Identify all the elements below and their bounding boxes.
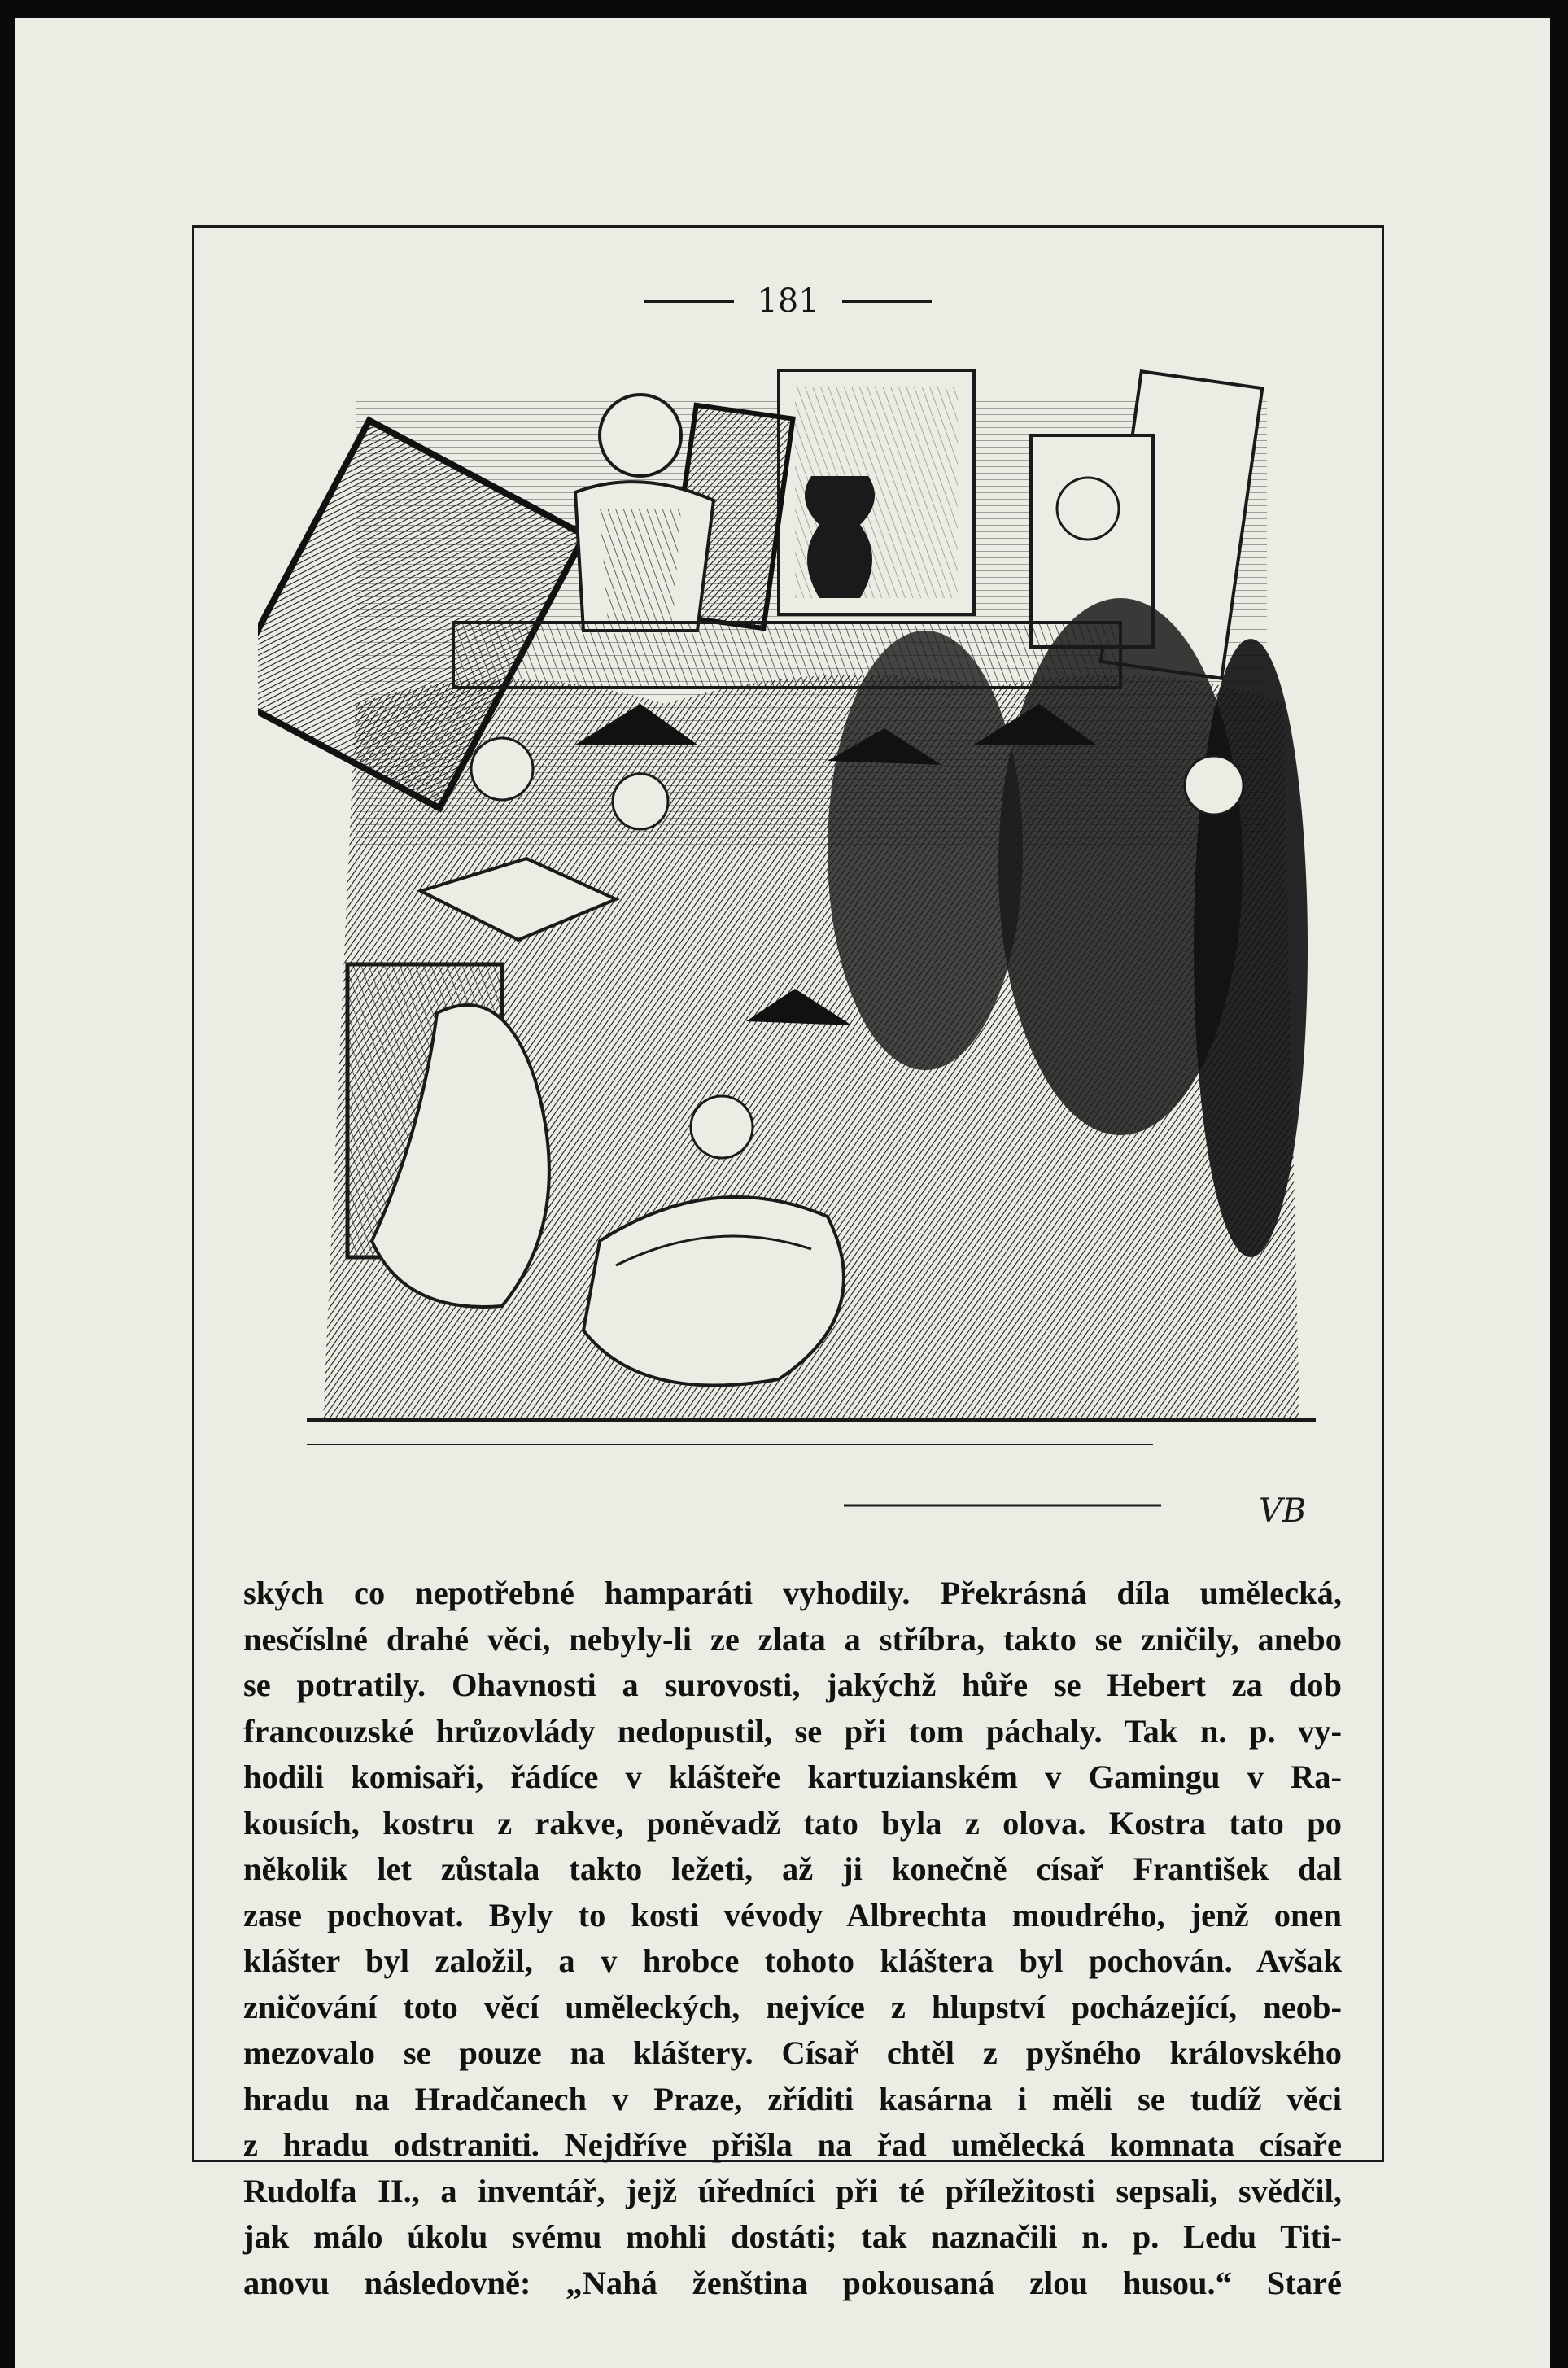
text-line: zničování toto věcí uměleckých, nejvíce z hlupství pocházející, neob- xyxy=(243,1988,1342,2025)
text-line: francouzské hrůzovlády nedopustil, se při tom páchaly. Tak n. p. vy- xyxy=(243,1712,1342,1750)
text-line: z hradu odstraniti. Nejdříve přišla na řad umělecká komnata císaře xyxy=(243,2126,1342,2163)
header-rule-right xyxy=(842,300,932,303)
text-line: několik let zůstala takto ležeti, až ji konečně císař František dal xyxy=(243,1850,1342,1887)
scan-border-right xyxy=(1550,0,1568,2368)
text-line: ských co nepotřebné hamparáti vyhodily. Překrásná díla umělecká, xyxy=(243,1575,1342,1611)
text-line: hradu na Hradčanech v Praze, zříditi kasárna i měli se tudíž věci xyxy=(243,2080,1342,2117)
body-text xyxy=(243,1571,1342,2306)
artist-monogram: VB xyxy=(1259,1492,1307,1530)
text-line: klášter byl založil, a v hrobce tohoto kláštera byl pochován. Avšak xyxy=(243,1942,1342,1979)
header-rule-left xyxy=(644,300,734,303)
scan-border-left xyxy=(0,0,15,2368)
text-line: anovu následovně: „Nahá ženština pokousaná zlou husou.“ Staré xyxy=(243,2264,1342,2301)
engraving-icon xyxy=(258,362,1317,1542)
page-frame xyxy=(192,225,1384,2301)
engraving-illustration xyxy=(258,362,1317,1542)
text-line: kousích, kostru z rakve, poněvadž tato byla z olova. Kostra tato po xyxy=(243,1804,1342,1842)
text-line: se potratily. Ohavnosti a surovosti, jakýchž hůře se Hebert za dob xyxy=(243,1667,1342,1703)
text-line: jak málo úkolu svému mohli dostáti; tak naznačili n. p. Ledu Titi- xyxy=(243,2218,1342,2255)
book-page xyxy=(15,18,1550,2368)
page-header xyxy=(194,277,1382,325)
page-number: 181 xyxy=(757,282,819,320)
text-line: zase pochovat. Byly to kosti vévody Albrechta moudrého, jenž onen xyxy=(243,1896,1342,1933)
text-line: mezovalo se pouze na kláštery. Císař chtěl z pyšného královského xyxy=(243,2034,1342,2071)
text-line: Rudolfa II., a inventář, jejž úředníci při té příležitosti sepsali, svědčil, xyxy=(243,2172,1342,2209)
text-line: nesčíslné drahé věci, nebyly-li ze zlata a stříbra, takto se zničily, anebo xyxy=(243,1620,1342,1658)
scan-border-top xyxy=(0,0,1568,18)
text-line: hodili komisaři, řádíce v klášteře kartuzianském v Gamingu v Ra- xyxy=(243,1759,1342,1795)
